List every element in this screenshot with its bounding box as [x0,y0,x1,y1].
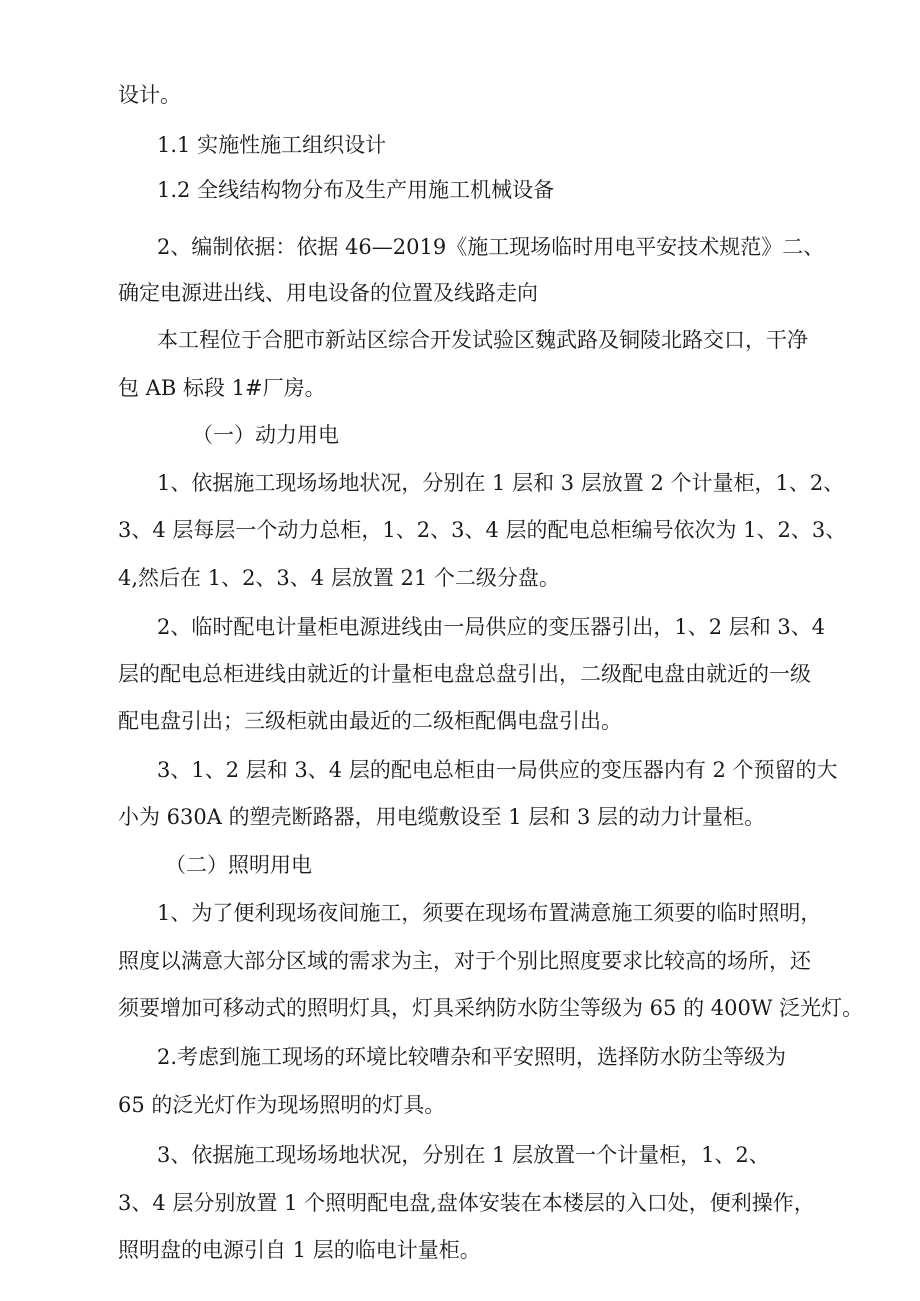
subsection-heading: （一）动力用电 [192,423,339,447]
text-line: 2、临时配电计量柜电源进线由一局供应的变压器引出，1、2 层和 3、4 [157,615,826,639]
text-line: 本工程位于合肥市新站区综合开发试验区魏武路及铜陵北路交口，干净 [157,328,808,352]
text-line: 3、依据施工现场场地状况，分别在 1 层放置一个计量柜，1、2、 [157,1143,770,1167]
text-line: 3、4 层每层一个动力总柜，1、2、3、4 层的配电总柜编号依次为 1、2、3、 [118,518,847,542]
text-line: 包 AB 标段 1#厂房。 [118,376,326,400]
text-line: 设计。 [118,83,181,107]
text-line: 3、1、2 层和 3、4 层的配电总柜由一局供应的变压器内有 2 个预留的大 [157,758,838,782]
text-line: 照明盘的电源引自 1 层的临电计量柜。 [118,1238,481,1262]
text-line: 照度以满意大部分区域的需求为主，对于个别比照度要求比较高的场所，还 [118,949,811,973]
text-line: 配电盘引出；三级柜就由最近的二级柜配偶电盘引出。 [118,709,622,733]
section-heading: 1.2 全线结构物分布及生产用施工机械设备 [157,178,555,202]
text-line: 层的配电总柜进线由就近的计量柜电盘总盘引出，二级配电盘由就近的一级 [118,662,811,686]
section-heading: 1.1 实施性施工组织设计 [157,133,387,157]
text-line: 65 的泛光灯作为现场照明的灯具。 [118,1093,446,1117]
text-line: 须要增加可移动式的照明灯具，灯具采纳防水防尘等级为 65 的 400W 泛光灯。 [118,996,864,1020]
subsection-heading: （二）照明用电 [165,853,312,877]
text-line: 1、为了便利现场夜间施工，须要在现场布置满意施工须要的临时照明， [157,901,822,925]
text-line: 4,然后在 1、2、3、4 层放置 21 个二级分盘。 [118,566,560,590]
text-line: 2.考虑到施工现场的环境比较嘈杂和平安照明，选择防水防尘等级为 [157,1045,787,1069]
text-line: 1、依据施工现场场地状况，分别在 1 层和 3 层放置 2 个计量柜，1、2、 [157,471,845,495]
text-line: 确定电源进出线、用电设备的位置及线路走向 [118,281,538,305]
text-line: 小为 630A 的塑壳断路器，用电缆敷设至 1 层和 3 层的动力计量柜。 [118,805,766,829]
text-line: 3、4 层分别放置 1 个照明配电盘,盘体安装在本楼层的入口处，便利操作， [118,1191,815,1215]
text-line: 2、编制依据：依据 46—2019《施工现场临时用电平安技术规范》二、 [157,235,825,259]
